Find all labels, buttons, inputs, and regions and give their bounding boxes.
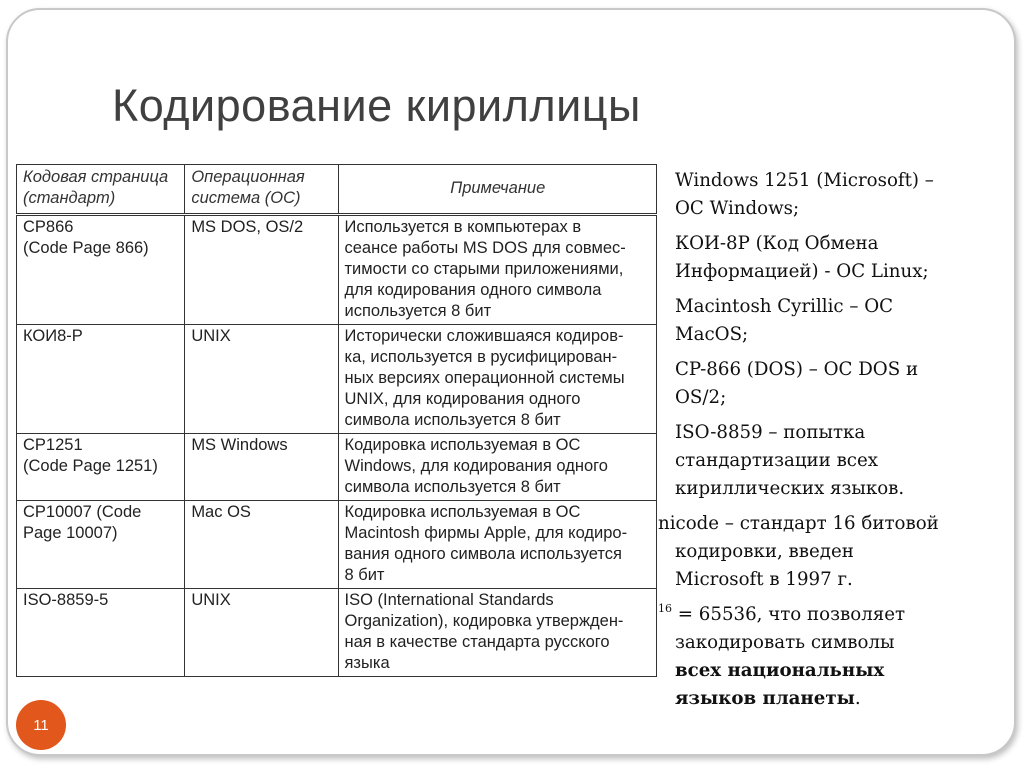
table-header-row [17,165,657,215]
cell-note [338,325,657,434]
text-line: MacOS; [675,324,749,345]
text-line: Windows 1251 (Microsoft) – [675,170,934,191]
cell-os [185,501,338,589]
cell-os [185,215,338,325]
text-line [658,657,1018,685]
header-line: (стандарт) [23,189,116,207]
header-note [338,165,657,215]
note-line: для кодирования одного символа [344,281,602,299]
table-row [17,434,657,501]
note-line: используется 8 бит [344,302,492,320]
encoding-mac [658,293,1018,349]
end-punctuation: . [854,688,861,709]
header-code-page [17,165,185,215]
note-line: сеансе работы MS DOS для совмес- [344,239,626,257]
cell-note [338,501,657,589]
table-row [17,501,657,589]
text-line: nicode – стандарт 16 битовой [658,513,939,534]
text-line: кодировки, введен [675,541,854,562]
header-line: Операционная [191,168,305,186]
bold-phrase: всех национальных [675,660,885,681]
encoding-combinations [658,601,1018,713]
cell-code-page [17,325,185,434]
table-row [17,215,657,325]
cell-line: MS Windows [191,436,288,454]
bold-phrase: языков планеты [675,688,855,709]
note-line: UNIX, для кодирования одного [344,390,581,408]
cell-code-page [17,434,185,501]
text-line: CP-866 (DOS) – ОС DOS и [675,359,919,380]
cell-note [338,589,657,677]
cell-note [338,434,657,501]
header-line: Примечание [450,178,546,197]
note-line: Organization), кодировка утвержден- [344,612,624,630]
note-line: Macintosh фирмы Apple, для кодиро- [344,524,628,542]
text-line: КОИ-8Р (Код Обмена [675,233,879,254]
encodings-list [658,167,1018,720]
text-line: ОС Windows; [675,198,800,219]
cell-line: CP866 [23,218,74,236]
header-line: Кодовая страница [23,168,169,186]
encoding-dos [658,356,1018,412]
cell-note [338,215,657,325]
cell-line: КОИ8-Р [23,327,83,345]
text-line: Информацией) - ОС Linux; [675,261,929,282]
text-line [658,601,1018,629]
note-line: ная в качестве стандарта русского [344,633,610,651]
note-line: 8 бит [344,566,385,584]
header-line: система (ОС) [191,189,301,207]
slide-title: Кодирование кириллицы [112,80,641,131]
power-superscript: 16 [658,602,672,615]
cell-line: UNIX [191,327,231,345]
text-line [658,685,1018,713]
table-row [17,589,657,677]
cell-line: MS DOS, OS/2 [191,218,304,236]
note-line: символа используется 8 бит [344,478,561,496]
cell-line: UNIX [191,591,231,609]
codepage-table [16,164,657,677]
text-line: кириллических языков. [675,478,905,499]
note-line: вания одного символа используется [344,545,622,563]
note-line: ка, используется в русифицирован- [344,348,618,366]
table-row [17,325,657,434]
cell-code-page [17,215,185,325]
text-line: OS/2; [675,387,727,408]
cell-line: CP1251 [23,436,83,454]
note-line: Кодировка используемая в ОС [344,436,581,454]
cell-line: Page 10007) [23,524,118,542]
text-line: Microsoft в 1997 г. [675,569,853,590]
note-line: символа используется 8 бит [344,411,561,429]
note-line: ISO (International Standards [344,591,554,609]
cell-line: (Code Page 1251) [23,457,158,475]
note-line: Исторически сложившаяся кодиров- [344,327,624,345]
cell-line: ISO-8859-5 [23,591,109,609]
note-line: Windows, для кодирования одного [344,457,608,475]
note-line: Кодировка используемая в ОС [344,503,581,521]
header-os [185,165,338,215]
cell-os [185,325,338,434]
page-number-badge [16,700,66,750]
note-line: Используется в компьютерах в [344,218,582,236]
text-line: ISO-8859 – попытка [675,422,866,443]
note-line: ных версиях операционной системы [344,369,625,387]
note-line: тимости со старыми приложениями, [344,260,624,278]
cell-line: CP10007 (Code [23,503,142,521]
encoding-koi [658,230,1018,286]
cell-code-page [17,501,185,589]
text-line: закодировать символы [675,632,895,653]
page-number: 11 [33,716,49,734]
encoding-windows [658,167,1018,223]
text-line: Macintosh Cyrillic – ОС [675,296,894,317]
cell-line: Mac OS [191,503,251,521]
cell-os [185,434,338,501]
note-line: языка [344,654,390,672]
combinations-text: = 65536, что позволяет [672,604,906,625]
cell-code-page [17,589,185,677]
text-line: стандартизации всех [675,450,879,471]
encoding-unicode [658,510,1018,594]
encoding-iso [658,419,1018,503]
cell-os [185,589,338,677]
cell-line: (Code Page 866) [23,239,149,257]
